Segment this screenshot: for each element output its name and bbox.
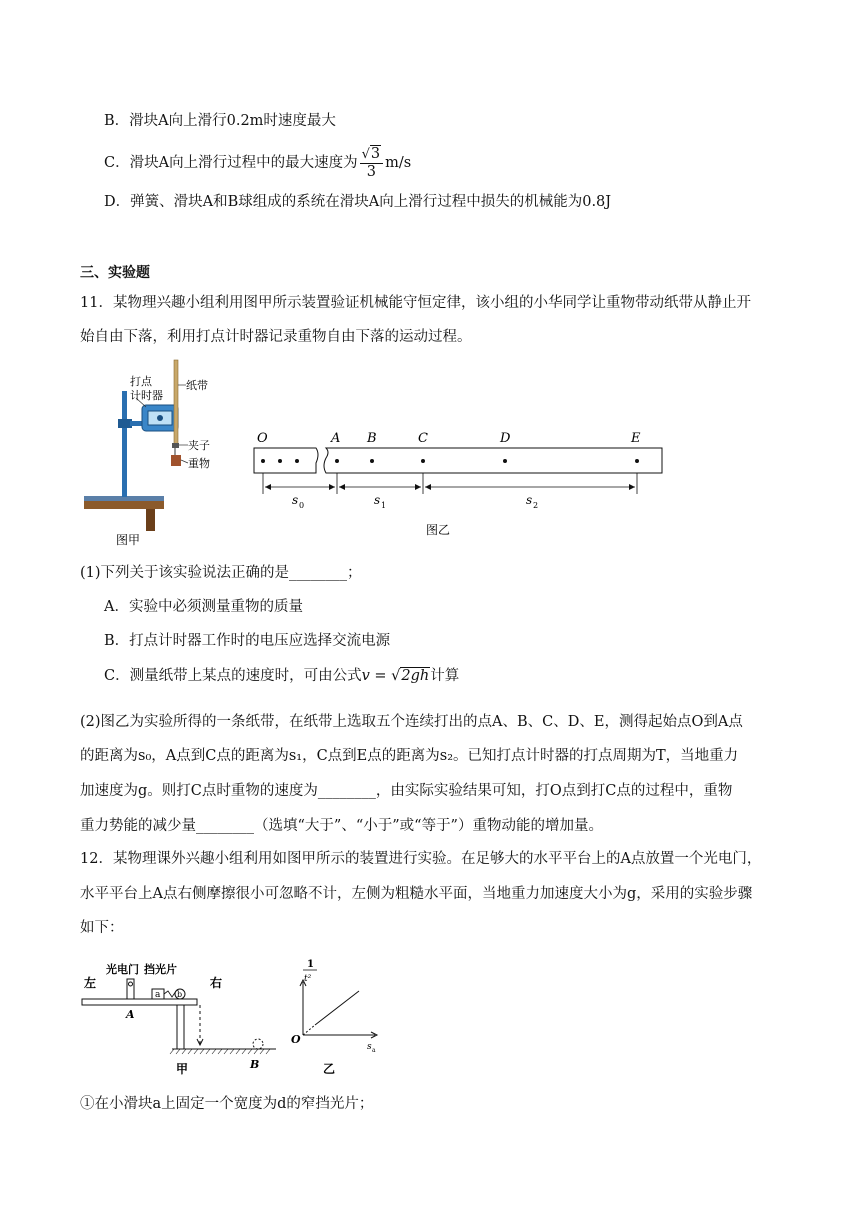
origin-label: O	[291, 1033, 301, 1046]
landing-ball	[253, 1039, 263, 1049]
label-clip: 夹子	[188, 439, 210, 452]
label-right: 右	[210, 976, 223, 990]
point-label-D: D	[500, 431, 511, 446]
q11-figure-jia	[80, 355, 250, 550]
point-label-C: C	[418, 431, 428, 446]
option-b: B．滑块A向上滑行0.2m时速度最大	[104, 113, 336, 129]
label-s1-sub: 1	[381, 501, 387, 510]
q11-p2-line3: 加速度为g。则打C点时重物的速度为________，由实际实验结果可知，打O点到打C点的过程中，重物	[80, 783, 733, 799]
label-photogate: 光电门	[106, 963, 139, 976]
q11-p1-option-c	[104, 666, 459, 686]
point-label-B: B	[367, 431, 377, 446]
svg-text:b: b	[177, 990, 183, 999]
platform	[82, 999, 197, 1005]
fit-line	[315, 991, 359, 1025]
caption-yi: 图乙	[426, 523, 451, 537]
y-label-num: 1	[307, 959, 314, 970]
q11-intro-line2: 始自由下落，利用打点计时器记录重物自由下落的运动过程。	[80, 329, 472, 345]
clip	[172, 443, 179, 448]
label-s1: s	[374, 493, 381, 507]
q12-figure-yi	[285, 955, 390, 1083]
dot-D	[503, 459, 507, 463]
x-label-sub: a	[372, 1047, 376, 1054]
q11-intro-line1: 11．某物理兴趣小组利用图甲所示装置验证机械能守恒定律，该小组的小华同学让重物带动纸带从静止开	[80, 295, 751, 311]
q12-figure-jia	[80, 955, 280, 1083]
rod-clamp	[118, 419, 132, 428]
dot-O	[261, 459, 265, 463]
dot-B	[370, 459, 374, 463]
dot-A	[335, 459, 339, 463]
label-timer-1: 打点	[130, 375, 152, 388]
label-shade: 挡光片	[144, 963, 177, 976]
dot-extra-1	[278, 459, 282, 463]
option-c	[104, 143, 411, 183]
spring	[164, 991, 176, 997]
q12-intro-line2: 水平平台上A点右侧摩擦很小可忽略不计，左侧为粗糙水平面，当地重力加速度大小为g，采用的实验步骤	[80, 886, 753, 902]
caption-jia: 图甲	[116, 533, 141, 547]
label-A: A	[126, 1008, 135, 1021]
option-d: D．弹簧、滑块A和B球组成的系统在滑块A向上滑行过程中损失的机械能为0.8J	[104, 194, 612, 210]
point-label-O: O	[257, 431, 268, 446]
tape-right-piece	[324, 448, 662, 473]
y-label-den: t²	[304, 974, 312, 984]
q11-p1-option-a: A．实验中必须测量重物的质量	[104, 599, 303, 615]
label-B: B	[250, 1058, 260, 1071]
paper-tape	[174, 360, 178, 445]
q11-p2-line4: 重力势能的减少量________（选填“大于”、“小于”或“等于”）重物动能的增加量。	[80, 818, 603, 834]
label-s2: s	[526, 493, 533, 507]
option-c-text: C．滑块A向上滑行过程中的最大速度为	[104, 155, 358, 171]
q11-figure-yi	[250, 428, 670, 543]
table-top	[84, 501, 164, 509]
point-label-A: A	[331, 431, 341, 446]
dot-E	[635, 459, 639, 463]
weight	[171, 455, 181, 466]
point-label-E: E	[631, 431, 641, 446]
label-left: 左	[84, 976, 97, 990]
label-tape: 纸带	[186, 379, 208, 392]
label-weight: 重物	[188, 457, 210, 470]
svg-text:a: a	[155, 990, 161, 1000]
option-c-unit: m/s	[385, 155, 412, 171]
stand-rod	[122, 391, 127, 497]
q12-intro-line1: 12．某物理课外兴趣小组利用如图甲所示的装置进行实验。在足够大的水平平台上的A点放置一个光电门，	[80, 851, 762, 867]
caption-jia-12: 甲	[176, 1062, 189, 1076]
label-s2-sub: 2	[533, 501, 539, 510]
dot-extra-2	[295, 459, 299, 463]
q11-p1-option-b: B．打点计时器工作时的电压应选择交流电源	[104, 633, 391, 649]
caption-yi-12: 乙	[323, 1062, 336, 1076]
x-label: s	[367, 1042, 372, 1052]
label-s0: s	[292, 493, 299, 507]
dot-C	[421, 459, 425, 463]
fraction-sqrt3-over-3: $\frac{√3}{3}$	[360, 146, 384, 180]
table-leg	[146, 509, 155, 531]
section-title: 三、实验题	[80, 265, 150, 281]
q12-intro-line3: 如下：	[80, 920, 124, 936]
q11-p1-question: (1)下列关于该实验说法正确的是________；	[80, 565, 362, 581]
q11-p2-line2: 的距离为s₀，A点到C点的距离为s₁，C点到E点的距离为s₂。已知打点计时器的打点周期为T，当地重力	[80, 748, 739, 764]
q11-p2-line1: (2)图乙为实验所得的一条纸带，在纸带上选取五个连续打出的点A、B、C、D、E，测得起始点O到A点	[80, 714, 743, 730]
formula-v-sqrt2gh: v = √2gh	[361, 668, 430, 684]
q11-p1-option-c-text: C．测量纸带上某点的速度时，可由公式	[104, 668, 362, 684]
q11-p1-option-c-suffix: 计算	[430, 668, 460, 684]
label-timer-2: 计时器	[130, 389, 163, 402]
label-s0-sub: 0	[299, 501, 305, 510]
q12-step1: ①在小滑块a上固定一个宽度为d的窄挡光片；	[80, 1096, 374, 1112]
